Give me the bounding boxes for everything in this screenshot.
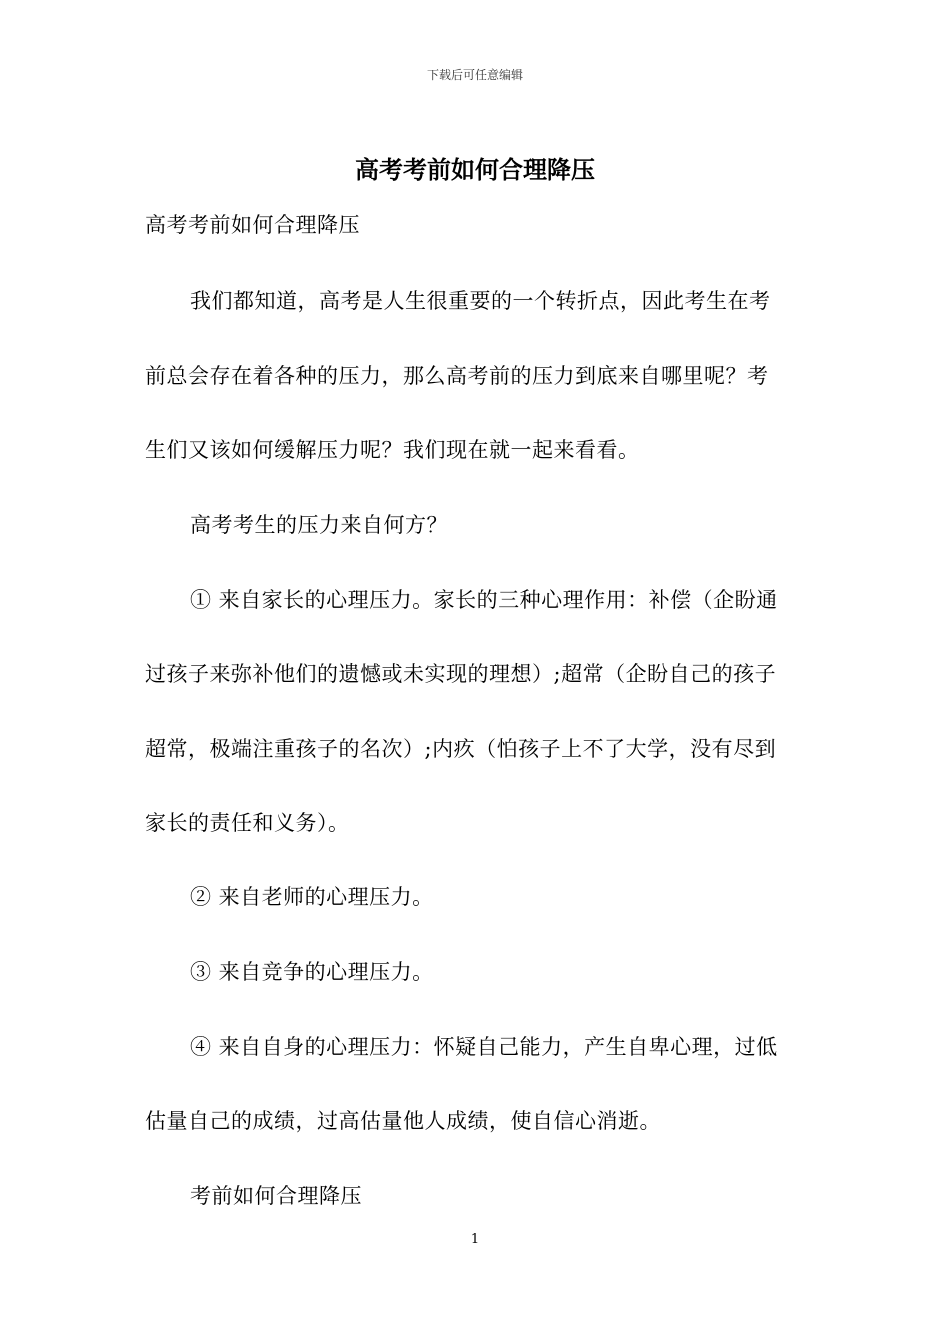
item4-line-2: 估量自己的成绩，过高估量他人成绩，使自信心消逝。 bbox=[145, 1109, 661, 1133]
intro-line-1: 我们都知道，高考是人生很重要的一个转折点，因此考生在考 bbox=[190, 289, 771, 313]
question-heading: 高考考生的压力来自何方？ bbox=[190, 513, 448, 537]
section-heading: 考前如何合理降压 bbox=[190, 1184, 362, 1208]
page-number: 1 bbox=[470, 1232, 480, 1247]
header-note: 下载后可任意编辑 bbox=[426, 68, 523, 82]
item1-line-3: 超常，极端注重孩子的名次）;内疚（怕孩子上不了大学，没有尽到 bbox=[145, 737, 777, 761]
item3: ③ 来自竞争的心理压力。 bbox=[190, 960, 434, 984]
item1-line-2: 过孩子来弥补他们的遗憾或未实现的理想）;超常（企盼自己的孩子 bbox=[145, 662, 777, 686]
item2: ② 来自老师的心理压力。 bbox=[190, 885, 434, 909]
intro-line-3: 生们又该如何缓解压力呢？我们现在就一起来看看。 bbox=[145, 438, 640, 462]
document-title: 高考考前如何合理降压 bbox=[355, 155, 595, 184]
intro-line-2: 前总会存在着各种的压力，那么高考前的压力到底来自哪里呢？考 bbox=[145, 364, 769, 388]
subtitle: 高考考前如何合理降压 bbox=[145, 213, 360, 237]
item4-line-1: ④ 来自自身的心理压力：怀疑自己能力，产生自卑心理，过低 bbox=[190, 1035, 778, 1059]
item1-line-4: 家长的责任和义务）。 bbox=[145, 811, 350, 835]
item1-line-1: ① 来自家长的心理压力。家长的三种心理作用：补偿（企盼通 bbox=[190, 588, 778, 612]
